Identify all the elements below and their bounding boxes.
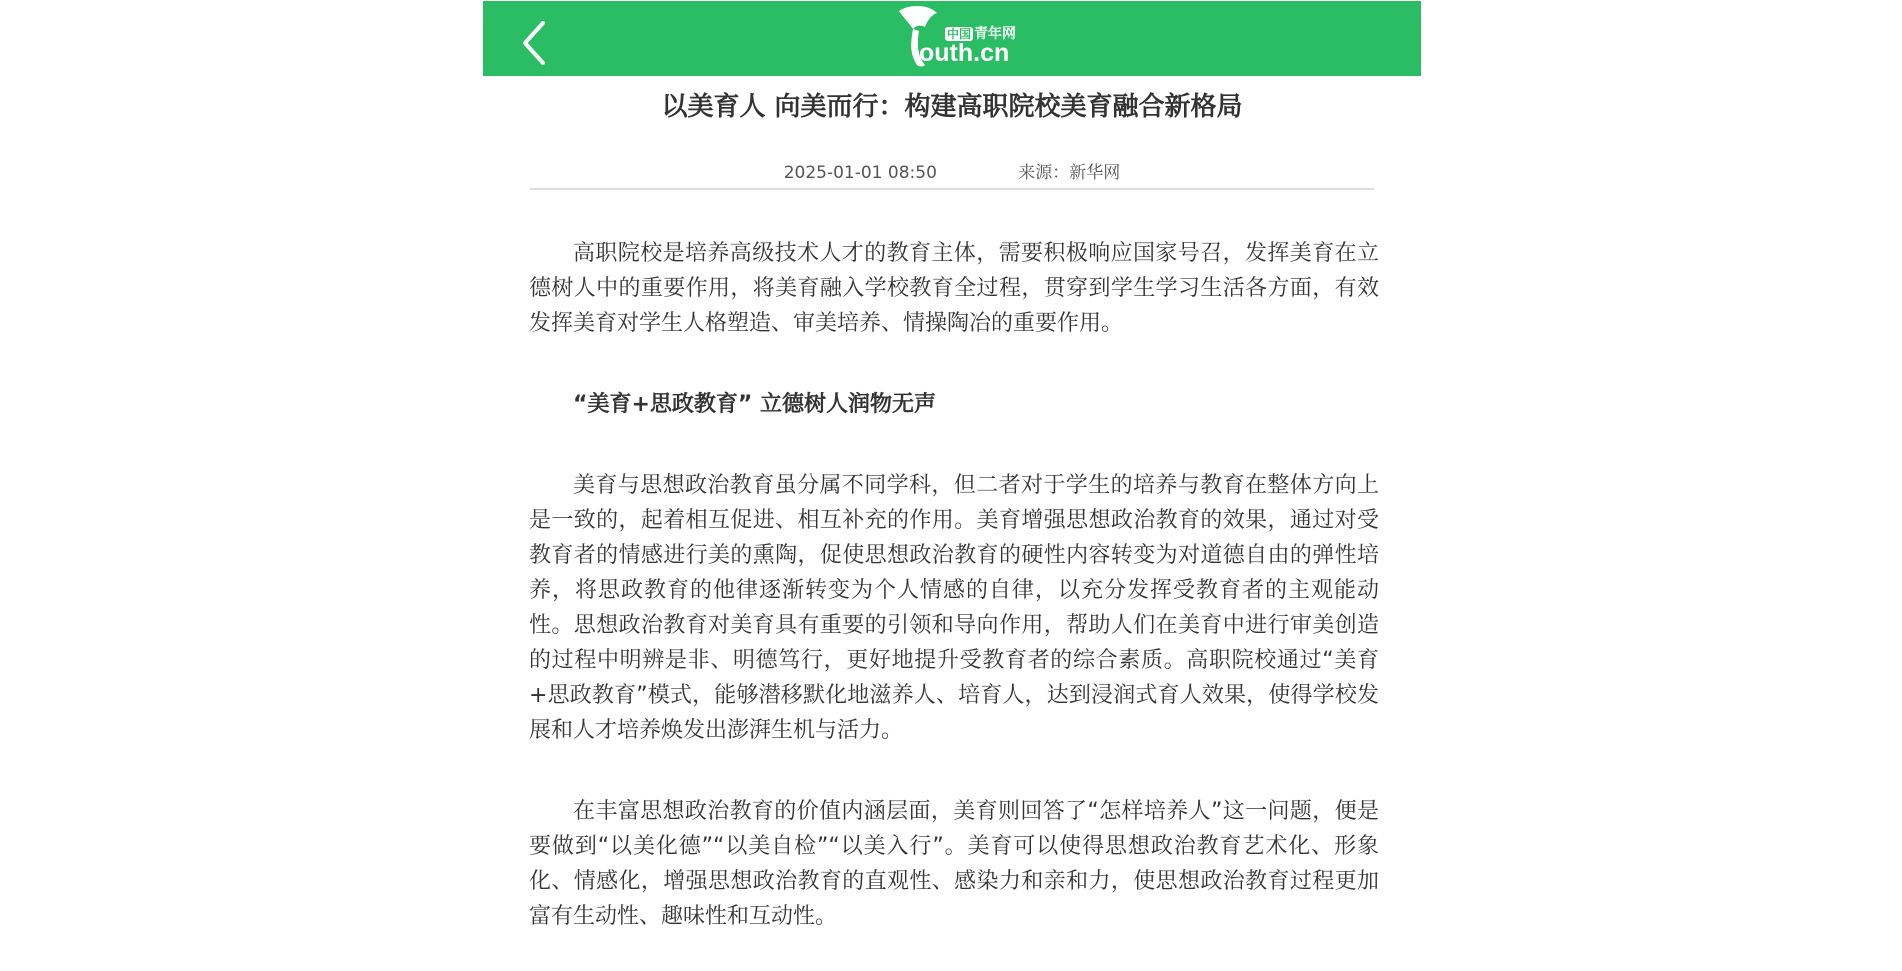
paragraph: 在丰富思想政治教育的价值内涵层面，美育则回答了“怎样培养人”这一问题，便是要做到“以美化德”“以美自检”“以美入行”。美育可以使得思想政治教育艺术化、形象化、情感化，增强思想政治教育的直观性、感染力和亲和力，使思想政治教育过程更加富有生动性、趣味性和互动性。 [529,799,1379,929]
paragraph: 高职院校是培养高级技术人才的教育主体，需要积极响应国家号召，发挥美育在立德树人中的重要作用，将美育融入学校教育全过程，贯穿到学生学习生活各方面，有效发挥美育对学生人格塑造、审美培养、情操陶冶的重要作用。 [529,241,1379,336]
source-value: 新华网 [1069,163,1121,183]
article-source [1018,163,1120,183]
article-body [529,236,1379,934]
section-heading: “美育+思政教育” 立德树人润物无声 [573,392,937,417]
paragraph: 美育与思想政治教育虽分属不同学科，但二者对于学生的培养与教育在整体方向上是一致的，起着相互促进、相互补充的作用。美育增强思想政治教育的效果，通过对受教育者的情感进行美的熏陶，促使思想政治教育的硬性内容转变为对道德自由的弹性培养，将思政教育的他律逐渐转变为个人情感的自律，以充分发挥受教育者的主观能动性。思想政治教育对美育具有重要的引领和导向作用，帮助人们在美育中进行审美创造的过程中明辨是非、明德笃行，更好地提升受教育者的综合素质。高职院校通过“美育+思政教育”模式，能够潜移默化地滋养人、培育人，达到浸润式育人效果，使得学校发展和人才培养焕发出澎湃生机与活力。 [529,473,1379,743]
article-title: 以美育人 向美而行：构建高职院校美育融合新格局 [661,92,1243,122]
source-label: 来源： [1018,163,1070,183]
back-button[interactable] [517,21,557,65]
logo-badge-zg: 中国 [947,27,972,41]
logo-badge-label: 青年网 [974,26,1017,42]
meta-divider [530,188,1374,190]
publish-date: 2025-01-01 08:50 [783,163,937,183]
top-nav-bar [483,1,1421,76]
site-logo[interactable] [887,5,1027,73]
logo-wordmark: outh.cn [919,39,1010,67]
chevron-left-icon [517,21,557,65]
article-page [483,0,1421,971]
article-meta [483,158,1421,183]
